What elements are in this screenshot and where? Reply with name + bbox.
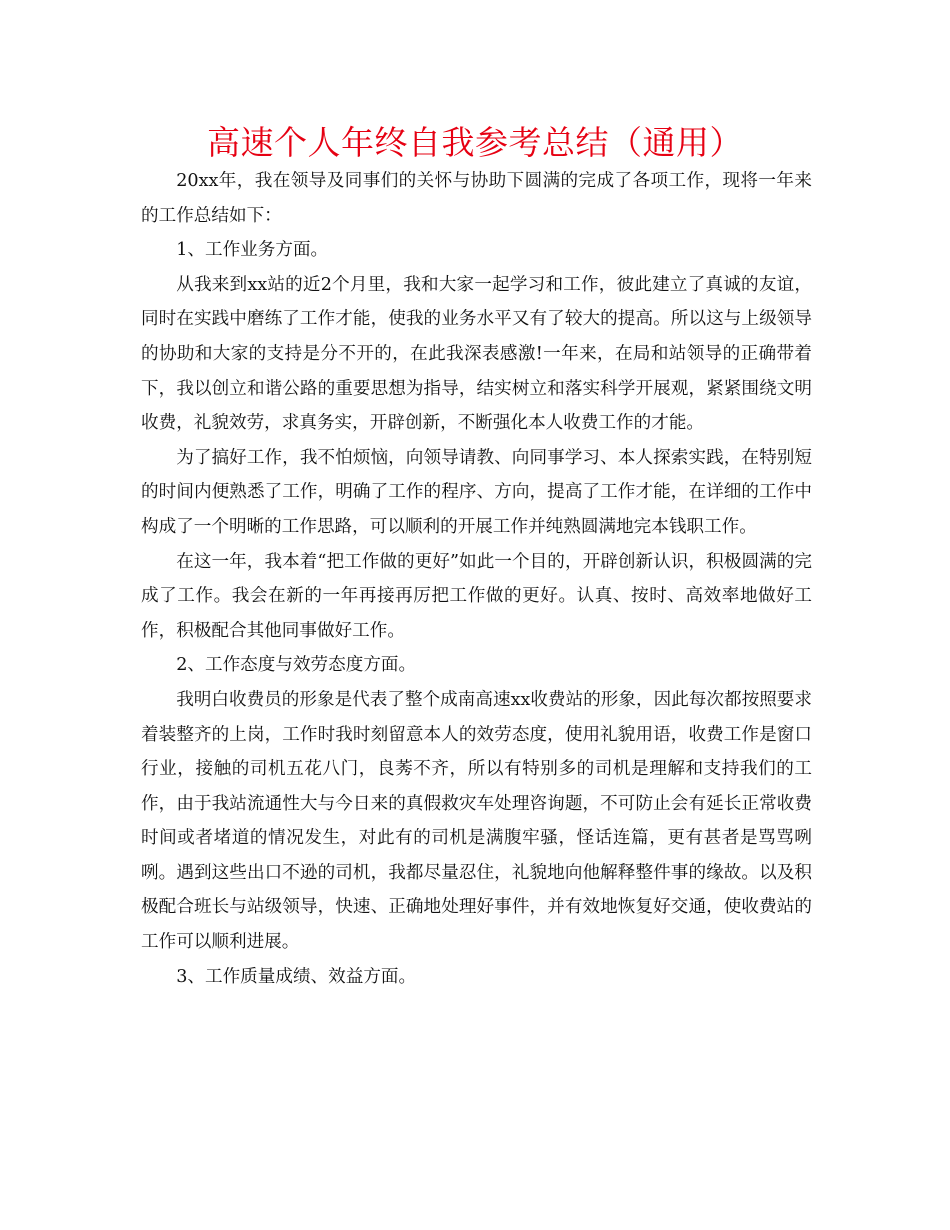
paragraph: 在这一年，我本着“把工作做的更好”如此一个目的，开辟创新认识，积极圆满的完成了工作。我会在新的一年再接再厉把工作做的更好。认真、按时、高效率地做好工作，积极配合其他同事做好工作。: [141, 551, 812, 641]
paragraph: 我明白收费员的形象是代表了整个成南高速xx收费站的形象，因此每次都按照要求着装整齐的上岗，工作时我时刻留意本人的效劳态度，使用礼貌用语，收费工作是窗口行业，接触的司机五花八门，良莠不齐，所以有特别多的司机是理解和支持我们的工作，由于我站流通性大与今日来的真假救灾车处理咨询题，不可防止会有延长正常收费时间或者堵道的情况发生，对此有的司机是满腹牢骚，怪话连篇，更有甚者是骂骂咧咧。遇到这些出口不逊的司机，我都尽量忍住，礼貌地向他解释整件事的缘故。以及积极配合班长与站级领导，快速、正确地处理好事件，并有效地恢复好交通，使收费站的工作可以顺利进展。: [141, 689, 812, 953]
section-heading-2: 2、工作态度与效劳态度方面。: [176, 655, 417, 676]
section-heading-1: 1、工作业务方面。: [176, 240, 329, 261]
paragraph-intro: 20xx年，我在领导及同事们的关怀与协助下圆满的完成了各项工作，现将一年来的工作总结如下：: [141, 171, 812, 226]
section-heading-3: 3、工作质量成绩、效益方面。: [176, 966, 417, 987]
paragraph: 为了搞好工作，我不怕烦恼，向领导请教、向同事学习、本人探索实践，在特别短的时间内便熟悉了工作，明确了工作的程序、方向，提高了工作才能，在详细的工作中构成了一个明晰的工作思路，可以顺利的开展工作并纯熟圆满地完本钱职工作。: [141, 447, 812, 537]
paragraph: 从我来到xx站的近2个月里，我和大家一起学习和工作，彼此建立了真诚的友谊，同时在实践中磨练了工作才能，使我的业务水平又有了较大的提高。所以这与上级领导的协助和大家的支持是分不开的，在此我深表感激!一年来，在局和站领导的正确带着下，我以创立和谐公路的重要思想为指导，结实树立和落实科学开展观，紧紧围绕文明收费，礼貌效劳，求真务实，开辟创新，不断强化本人收费工作的才能。: [141, 274, 812, 434]
document-title: 高速个人年终自我参考总结（通用）: [207, 123, 743, 162]
document-body: [141, 164, 812, 994]
